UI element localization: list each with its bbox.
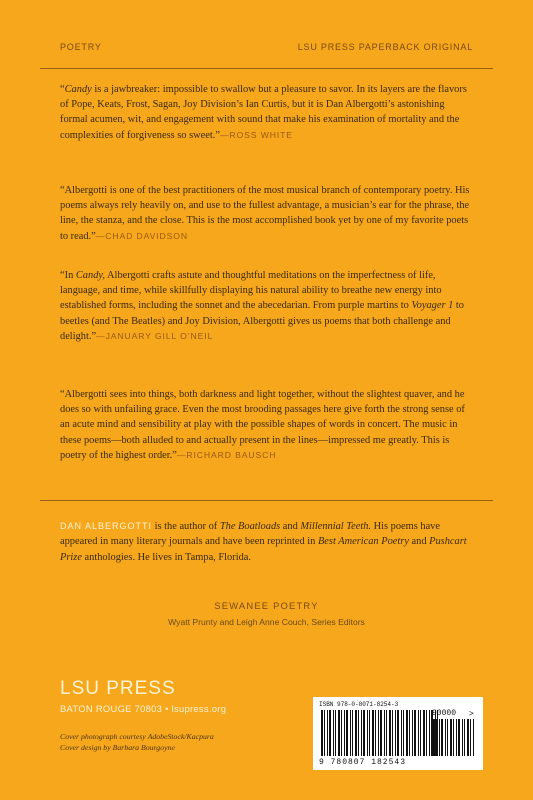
barcode-bar [414,710,416,756]
publisher-address: BATON ROUGE 70803 • lsupress.org [60,703,227,714]
barcode-bar [401,710,402,756]
addon-barcode-bars [433,719,474,756]
design-credit: Cover design by Barbara Bourgoyne [60,743,175,752]
barcode-bar [361,710,362,756]
barcode-bar [473,719,474,756]
barcode-bar [346,710,348,756]
barcode-bar [426,710,427,756]
blurb-4 [60,387,472,463]
barcode-bar [327,710,328,756]
barcode-bar [397,710,399,756]
cover-credits [60,731,214,753]
text-segment: is the author of [152,521,220,532]
header-bar [60,42,473,52]
barcode-bar [464,719,465,756]
text-segment: “In [60,270,76,281]
text-segment: Pushcart Prize [60,536,467,563]
genre-label: POETRY [60,42,102,52]
barcode-bar [355,710,357,756]
barcode-bar [386,710,387,756]
series-title: SEWANEE POETRY [214,600,319,611]
publisher-name: LSU PRESS [60,678,176,699]
price-code: 90000 [432,709,457,718]
text-segment: Millennial Teeth. [300,521,372,532]
blurb-1 [60,82,472,143]
barcode-bar [380,710,382,756]
barcode-bar [403,710,404,756]
barcode-bar [458,719,460,756]
barcode-bar [329,710,331,756]
barcode-bar [420,710,421,756]
price-arrow: > [469,709,474,718]
barcode-bar [418,710,419,756]
barcode-bar [439,719,440,756]
barcode-bar [333,710,334,756]
text-segment: to beetles (and The Beatles) and Joy Division, Albergotti gives us poems that both challenge and delight.” [60,300,464,342]
blurb-2-credit: —CHAD DAVIDSON [95,230,188,241]
barcode-box [313,697,483,770]
barcode-bar [412,710,413,756]
barcode-bar [363,710,365,756]
barcode-bar [470,719,471,756]
publisher-block [60,678,226,714]
text-segment: Candy [64,84,92,95]
text-segment: Voyager 1 [411,300,454,312]
blurb-3-credit: —JANUARY GILL O’NEIL [96,330,214,341]
text-segment: “Albergotti is one of the best practitioners of the most musical branch of contemporary poetry. His poems always rely heavily on, and use to the fullest advantage, a musician’s ear for the phrase, the line, the stanza, and the close. This is the most accomplished book yet by one of my favorite poets to read.” [60,185,470,242]
barcode-bar [352,710,353,756]
author-bio [60,519,472,565]
barcode-bar [462,719,463,756]
barcode-bar [321,710,323,756]
barcode-bar [453,719,454,756]
text-segment: Best American Poetry [317,536,409,548]
text-segment: Albergotti crafts astute and thoughtful meditations on the imperfectness of life, language, and time, while skillfully displaying his natural ability to breathe new energy into established forms, including the sonnet and the abecedarian. From purple martins to [60,270,442,312]
bio-divider [40,500,493,501]
series-editors: Wyatt Prunty and Leigh Anne Couch, Series Editors [168,617,365,627]
barcode-bar [445,719,446,756]
barcode-bar [395,710,396,756]
barcode-digits: 9 780807 182543 [319,758,407,767]
series-block [0,600,533,627]
barcode-bar [367,710,368,756]
barcode-bar [372,710,374,756]
barcode-bar [436,719,437,756]
barcode-bar [433,719,435,756]
barcode-bar [441,719,443,756]
text-segment: The Boatloads [219,521,281,532]
text-segment: “ [60,84,65,95]
top-divider [40,68,493,69]
barcode-bar [344,710,345,756]
barcode-bar [447,719,448,756]
text-segment: Candy, [75,270,106,281]
text-segment: and [280,521,301,532]
barcode-bar [467,719,469,756]
text-segment: and [408,536,430,548]
photo-credit: Cover photograph courtesy AdobeStock/Kacpura [60,732,214,741]
barcode-bar [335,710,336,756]
blurb-2 [60,183,472,244]
barcode-bar [375,710,376,756]
barcode-bar [389,710,391,756]
barcode-bar [341,710,342,756]
barcode-bar [450,719,452,756]
blurb-4-credit: —RICHARD BAUSCH [176,449,277,460]
barcode-bar [456,719,457,756]
blurb-3 [60,268,472,344]
barcode-bar [338,710,340,756]
text-segment: “Albergotti sees into things, both darkness and light together, without the slightest quaver, and he does so with unfailing grace. Even the most brooding passages here give forth the strong sense of an acute mind and sensibility at play with the possible shapes of words in concert. The music in these poems—both alluded to and actually present in the lines—impressed me greatly. This is poetry of the highest order.” [60,389,465,461]
main-barcode-bars [321,710,438,756]
barcode-bar [378,710,379,756]
text-segment: anthologies. He lives in Tampa, Florida. [81,551,251,563]
barcode-bar [358,710,359,756]
blurb-1-credit: —ROSS WHITE [219,129,293,140]
barcode-bar [423,710,425,756]
author-name: DAN ALBERGOTTI [60,521,153,531]
barcode-bar [429,710,430,756]
barcode-bar [350,710,351,756]
barcode-bar [392,710,393,756]
barcode-bar [324,710,325,756]
text-segment: His poems have appeared in many literary journals and have been reprinted in [60,521,440,548]
edition-label: LSU PRESS PAPERBACK ORIGINAL [297,42,473,52]
barcode-bar [369,710,370,756]
barcode-bar [384,710,385,756]
barcode-bar [409,710,410,756]
barcode-bar [406,710,408,756]
isbn-text: ISBN 978-0-8071-8254-3 [319,701,399,708]
text-segment: is a jawbreaker: impossible to swallow but a pleasure to savor. In its layers are the flavors of Pope, Keats, Frost, Sagan, Joy Division’s Ian Curtis, but it is Dan Albergotti’s astonishing formal acumen, wit, and engagement with sound that make his examination of mortality and the complexities of forgiveness so sweet.” [60,84,467,141]
